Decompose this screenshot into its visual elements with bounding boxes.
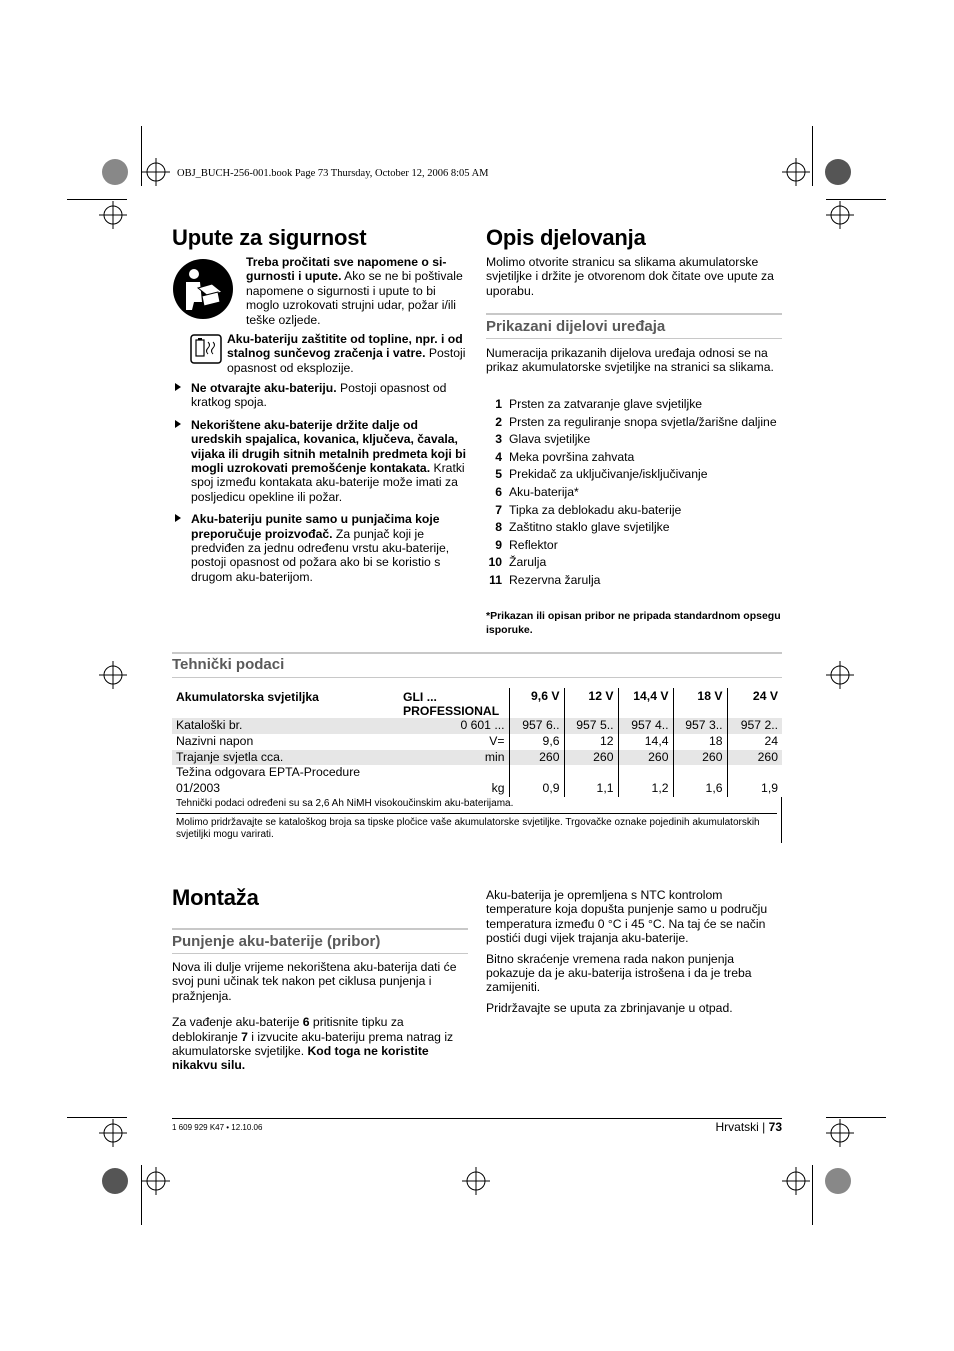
montage-paragraph: Aku-baterija je opremljena s NTC kontrolom temperature koja dopušta punjenje samo u području temperatura između 0 °C i 45 °C. Na taj će se način postići dugi vijek trajanja aku-baterije. <box>486 888 768 946</box>
table-row <box>172 765 782 797</box>
montage-title: Montaža <box>172 885 259 910</box>
cell: 1,9 <box>727 765 782 797</box>
part-number: 7 <box>495 502 502 517</box>
tech-notes <box>172 797 782 843</box>
part-label: Prekidač za uključivanje/isključivanje <box>509 467 708 482</box>
row-unit: V= <box>489 733 505 748</box>
table-row <box>172 734 782 750</box>
list-item <box>486 450 782 464</box>
arrow-right-icon <box>175 420 181 428</box>
part-number: 3 <box>495 432 502 447</box>
safety-title: Upute za sigurnost <box>172 225 367 250</box>
montage-subtitle: Punjenje aku-baterije (pribor) <box>172 933 381 950</box>
arrow-right-icon <box>175 383 181 391</box>
safety-bullet-text: Postoji opasnost od kratkog spoja. <box>191 381 447 410</box>
row-unit: kg <box>491 781 505 796</box>
safety-bullet-text: Kratki spoj između kontakata aku-baterije može imati za posljedicu opekline ili požar. <box>191 461 465 504</box>
tech-header-volt: 9,6 V <box>509 688 564 718</box>
part-number: 8 <box>495 520 502 535</box>
cell: 260 <box>727 750 782 766</box>
tech-header-volt: 24 V <box>727 688 782 718</box>
safety-intro <box>246 255 470 327</box>
parts-list <box>486 397 782 591</box>
part-number: 5 <box>495 467 502 482</box>
text-span: pritisnite tipku za deblokiranje <box>172 1015 404 1044</box>
weight-label-line2: 01/2003 <box>176 781 221 796</box>
cell: 957 5.. <box>564 718 618 734</box>
parts-intro <box>486 346 782 375</box>
safety-intro-text: Ako se ne bi poštivale napomene o sigurnosti i upute to bi moglo uzrokovati strujni udar, požar i/ili teške ozljede. <box>246 269 463 327</box>
safety-bullets <box>173 381 470 592</box>
cell: 14,4 <box>618 734 673 750</box>
tech-table <box>172 688 782 843</box>
cell: 957 6.. <box>509 718 564 734</box>
list-item <box>486 432 782 446</box>
tech-header-volt: 12 V <box>564 688 618 718</box>
tech-header-model <box>399 688 509 718</box>
tech-note: Molimo pridržavajte se kataloškog broja sa tipske pločice vaše akumulatorske svjetiljke. Trgovačke oznake pojedinih akumulatorskih svjetiljki mogu varirati. <box>176 816 760 840</box>
safety-bullet <box>173 418 470 504</box>
cell: 260 <box>673 750 727 766</box>
tech-header-model-line1: GLI ... <box>403 690 437 704</box>
tech-header-model-line2: PROFESSIONAL <box>403 704 500 718</box>
part-label: Žarulja <box>509 555 547 570</box>
cell: 957 2.. <box>727 718 782 734</box>
row-unit: 0 601 ... <box>399 718 509 734</box>
cell: 24 <box>727 734 782 750</box>
footer-language: Hrvatski <box>715 1120 759 1134</box>
safety-bullet-text: Za punjač koji je predviđen za jednu određenu vrstu aku-baterije, postoji opasnost od požara ako bi se koristio s drugom aku-baterijom. <box>191 526 450 584</box>
list-item <box>486 485 782 499</box>
text-span: Za vađenje aku-baterije <box>172 1015 303 1030</box>
part-label: Rezervna žarulja <box>509 572 601 587</box>
part-label: Zaštitno staklo glave svjetiljke <box>509 520 670 535</box>
safety-bullet-bold: Aku-bateriju punite samo u punjačima koje preporučuje proizvođač. <box>191 512 440 541</box>
montage-paragraph: Nova ili dulje vrijeme nekorištena aku-baterija dati će svoj puni učinak tek nakon pet ciklusa punjenja i pražnjenja. <box>172 960 457 1003</box>
montage-paragraph: Pridržavajte se uputa za zbrinjavanje u otpad. <box>486 1000 733 1015</box>
safety-bullet <box>173 381 470 410</box>
montage-paragraph: Bitno skraćenje vremena rada nakon punjenja pokazuje da je aku-baterija istrošena i da je treba zamijeniti. <box>486 951 752 995</box>
part-number: 11 <box>489 572 502 587</box>
part-number: 9 <box>495 537 502 552</box>
function-intro <box>486 255 782 298</box>
part-label: Meka površina zahvata <box>509 449 635 464</box>
book-header-line: OBJ_BUCH-256-001.book Page 73 Thursday, October 12, 2006 8:05 AM <box>177 168 489 179</box>
list-item <box>486 555 782 569</box>
text-bold: 6 <box>302 1015 310 1030</box>
heat-warning-text: Postoji opasnost od eksplozije. <box>227 346 466 375</box>
montage-paragraph <box>172 1015 468 1073</box>
function-title: Opis djelovanja <box>486 225 646 250</box>
section-rule <box>486 313 782 315</box>
text-bold: 7 <box>241 1029 248 1044</box>
cell: 957 4.. <box>618 718 673 734</box>
cell: 260 <box>564 750 618 766</box>
row-label: Nazivni napon <box>176 733 254 748</box>
row-label <box>172 765 399 797</box>
section-rule <box>486 338 782 339</box>
part-number: 1 <box>495 397 502 411</box>
part-label: Aku-baterija* <box>509 484 579 499</box>
cell: 1,2 <box>618 765 673 797</box>
section-rule <box>172 953 468 954</box>
cell: 12 <box>564 734 618 750</box>
parts-intro-text: Numeracija prikazanih dijelova uređaja odnosi se na prikaz akumulatorske svjetiljke na stranici sa slikama. <box>486 346 774 375</box>
page-number: 73 <box>768 1120 782 1134</box>
part-number: 10 <box>488 555 502 570</box>
cell: 1,1 <box>564 765 618 797</box>
safety-bullet-bold: Ne otvarajte aku-bateriju. <box>191 381 337 395</box>
heat-warning-bold: Aku-bateriju zaštitite od topline, npr. i od stalnog sunčevog zračenja i vatre. <box>227 332 463 361</box>
list-item <box>486 520 782 534</box>
footer-separator: | <box>762 1120 766 1134</box>
cell: 0,9 <box>509 765 564 797</box>
tech-header-volt: 18 V <box>673 688 727 718</box>
read-manual-icon <box>172 258 234 320</box>
text-span: i izvucite aku-bateriju prema natrag iz akumulatorske svjetiljke. <box>172 1029 454 1059</box>
list-item <box>486 415 782 429</box>
cell: 957 3.. <box>673 718 727 734</box>
list-item <box>486 503 782 517</box>
tech-note: Tehnički podaci određeni su sa 2,6 Ah NiMH visokoučinskim aku-baterijama. <box>176 798 777 814</box>
table-row <box>172 718 782 734</box>
part-label: Prsten za zatvaranje glave svjetiljke <box>509 397 703 411</box>
part-number: 4 <box>495 449 502 464</box>
list-item <box>486 573 782 587</box>
safety-intro-bold: Treba pročitati sve napomene o si-gurnosti i upute. <box>246 255 447 284</box>
list-item <box>486 467 782 481</box>
cell: 260 <box>509 750 564 766</box>
list-item <box>486 538 782 552</box>
parts-footnote: *Prikazan ili opisan pribor ne pripada standardnom opsegu isporuke. <box>486 610 781 636</box>
montage-left <box>172 960 468 1073</box>
section-rule <box>172 677 782 678</box>
footer-rule <box>172 1118 782 1119</box>
section-rule <box>172 928 468 930</box>
arrow-right-icon <box>175 514 181 522</box>
row-label: Trajanje svjetla cca. <box>172 750 399 766</box>
heat-warning <box>227 332 470 375</box>
row-unit: min <box>399 750 509 766</box>
safety-bullet <box>173 512 470 584</box>
part-label: Prsten za reguliranje snopa svjetla/žarišne daljine <box>509 414 777 429</box>
section-rule <box>172 652 782 654</box>
montage-right <box>486 888 782 1015</box>
part-label: Glava svjetiljke <box>509 432 591 447</box>
tech-title: Tehnički podaci <box>172 656 285 673</box>
part-number: 6 <box>495 484 502 499</box>
cell: 9,6 <box>509 734 564 750</box>
battery-heat-warning-icon <box>190 334 222 364</box>
function-intro-text: Molimo otvorite stranicu sa slikama akumulatorske svjetiljke i držite je otvorenom dok čitate ove upute za uporabu. <box>486 255 774 298</box>
list-item <box>486 397 782 411</box>
part-label: Tipka za deblokadu aku-baterije <box>509 502 682 517</box>
parts-title: Prikazani dijelovi uređaja <box>486 318 666 335</box>
table-row <box>172 750 782 766</box>
part-number: 2 <box>495 414 502 429</box>
weight-label-line1: Težina odgovara EPTA-Procedure <box>176 765 361 780</box>
tech-header-name: Akumulatorska svjetiljka <box>176 690 319 704</box>
cell: 18 <box>673 734 727 750</box>
cell: 260 <box>618 750 673 766</box>
row-label: Kataloški br. <box>172 718 399 734</box>
footer-code: 1 609 929 K47 • 12.10.06 <box>172 1123 263 1132</box>
part-label: Reflektor <box>509 537 558 552</box>
text-bold: Kod toga ne koristite nikakvu silu. <box>172 1044 429 1073</box>
safety-bullet-bold: Nekorištene aku-baterije držite dalje od uredskih spajalica, kovanica, ključeva, čavala, vijaka ili drugih sitnih metalnih predmeta koji bi mogli uzrokovati premošćenje kontakata. <box>191 417 466 476</box>
tech-header-volt: 14,4 V <box>618 688 673 718</box>
cell: 1,6 <box>673 765 727 797</box>
footer-page <box>715 1120 782 1134</box>
